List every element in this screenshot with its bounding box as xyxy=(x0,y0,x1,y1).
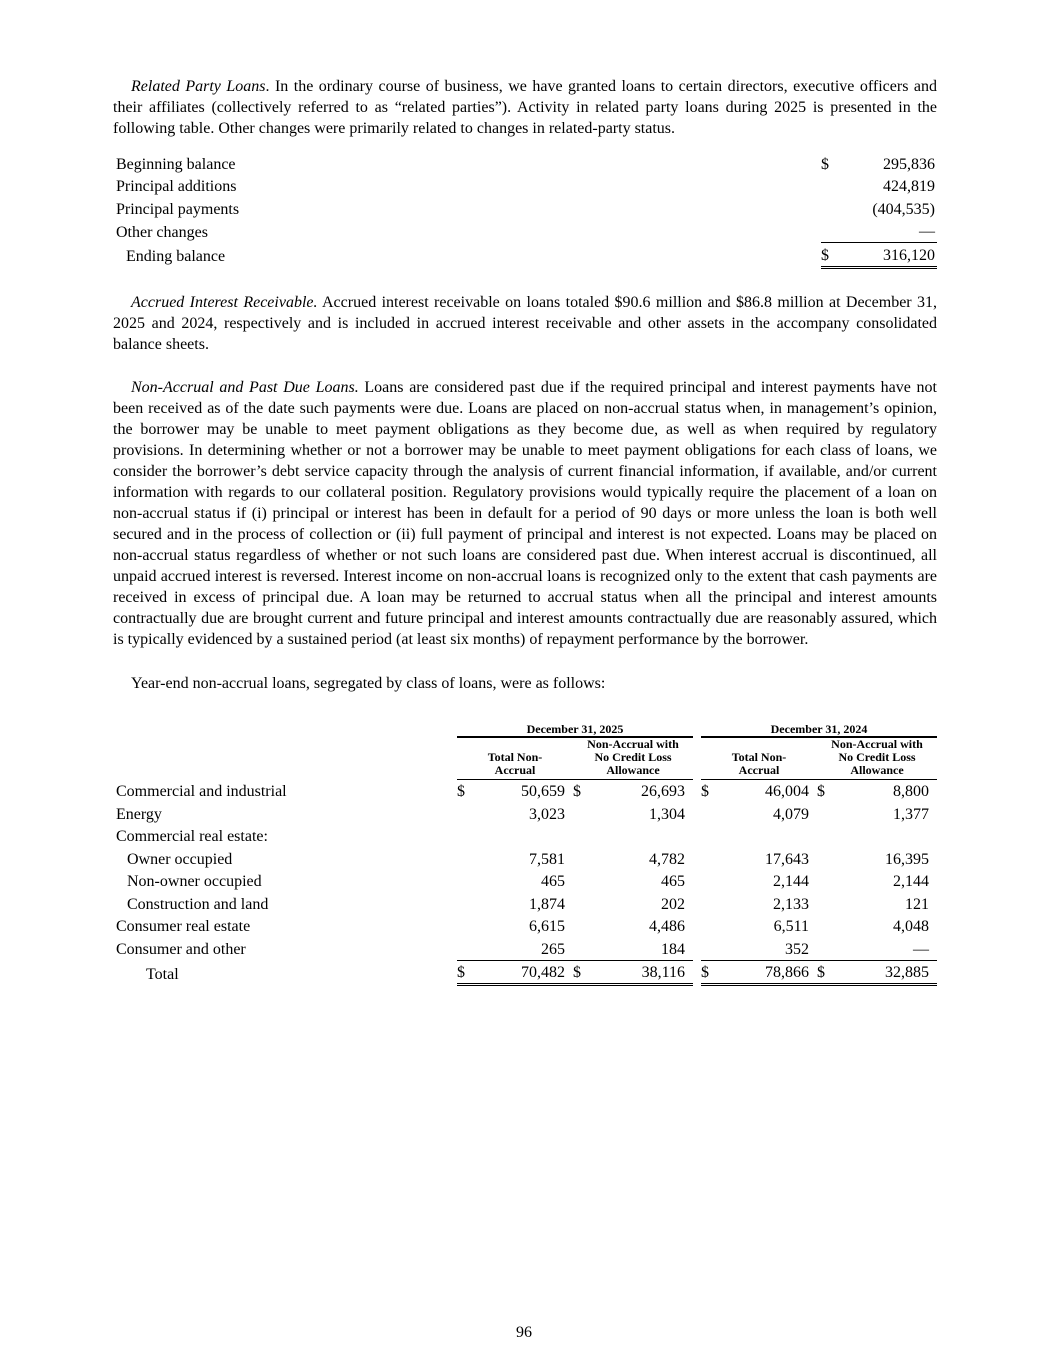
col-total-non-accrual-2025: Total Non-Accrual xyxy=(457,737,573,780)
accrued-interest-text: Accrued interest receivable on loans totaled $90.6 million and $86.8 million at December 31, 2025 and 2024, respectively and is included in accrued interest receivable and other assets in the accompany consolidated balance sheets. xyxy=(113,293,937,353)
row-label: Beginning balance xyxy=(116,155,236,173)
cell-value: 6,615 xyxy=(529,918,565,935)
row-value: — xyxy=(919,223,935,240)
table-row-total xyxy=(113,960,937,985)
cell-value: 6,511 xyxy=(773,918,809,935)
period-header-2025: December 31, 2025 xyxy=(457,718,693,737)
dollar-sign: $ xyxy=(573,960,585,985)
dollar-sign: $ xyxy=(821,155,829,173)
period-header-row xyxy=(113,718,937,737)
cell-value: 8,800 xyxy=(893,783,929,800)
cell-value: 2,144 xyxy=(773,873,809,890)
table-row xyxy=(113,847,937,870)
cell-value: 2,144 xyxy=(893,873,929,890)
related-party-heading: Related Party Loans xyxy=(131,78,266,95)
table-row xyxy=(113,937,937,960)
cell-value: 352 xyxy=(785,940,809,958)
related-party-table xyxy=(113,152,937,269)
table-row xyxy=(113,152,937,175)
dollar-sign: $ xyxy=(457,783,465,800)
dollar-sign: $ xyxy=(817,960,829,985)
row-label: Commercial real estate: xyxy=(116,828,268,845)
table-row xyxy=(113,870,937,893)
row-label: Owner occupied xyxy=(127,850,233,868)
cell-value: 16,395 xyxy=(885,850,929,868)
dollar-sign xyxy=(821,175,835,198)
cell-value: 38,116 xyxy=(585,960,693,985)
non-accrual-heading: Non-Accrual and Past Due Loans. xyxy=(131,378,359,396)
cell-value: 121 xyxy=(905,895,929,913)
cell-value: 1,874 xyxy=(529,895,565,913)
dollar-sign: $ xyxy=(457,960,469,985)
table-row xyxy=(113,892,937,915)
row-label: Other changes xyxy=(116,223,208,241)
row-value: (404,535) xyxy=(872,200,935,218)
table-row xyxy=(113,915,937,938)
dollar-sign: $ xyxy=(701,783,709,800)
cell-value: 465 xyxy=(541,873,565,890)
related-party-text: . In the ordinary course of business, we have granted loans to certain directors, executive officers and their affiliates (collectively referred to as “related parties”). Activity in related party loans during 2025 is presented in the following table. Other changes were primarily related to changes in related-party status. xyxy=(113,78,937,137)
row-label: Construction and land xyxy=(127,895,269,913)
cell-value: 1,304 xyxy=(649,805,685,823)
cell-value: 4,782 xyxy=(649,850,685,868)
cell-value: 202 xyxy=(661,895,685,913)
cell-value: 32,885 xyxy=(829,960,937,985)
cell-value: 465 xyxy=(661,873,685,890)
table-row xyxy=(113,802,937,825)
cell-value: 4,079 xyxy=(773,805,809,823)
row-label: Non-owner occupied xyxy=(127,873,262,890)
year-end-intro: Year-end non-accrual loans, segregated by class of loans, were as follows: xyxy=(131,674,606,692)
row-label: Energy xyxy=(116,805,162,823)
row-label: Ending balance xyxy=(126,248,226,265)
cell-value: 4,048 xyxy=(893,918,929,935)
cell-value: 265 xyxy=(541,940,565,958)
cell-value: 1,377 xyxy=(893,805,929,823)
table-row xyxy=(113,220,937,243)
table-row xyxy=(113,197,937,220)
cell-value: — xyxy=(913,940,929,958)
table-row xyxy=(113,779,937,802)
dollar-sign: $ xyxy=(701,960,713,985)
table-row-group-header xyxy=(113,825,937,848)
row-label: Commercial and industrial xyxy=(116,783,287,800)
row-label: Consumer and other xyxy=(116,941,246,958)
cell-value: 46,004 xyxy=(765,783,809,800)
related-party-paragraph xyxy=(113,76,937,139)
dollar-sign: $ xyxy=(821,243,835,268)
dollar-sign: $ xyxy=(817,783,825,800)
row-value: 316,120 xyxy=(835,243,937,268)
row-label: Principal additions xyxy=(116,178,237,195)
col-no-credit-allowance-2024: Non-Accrual with No Credit Loss Allowance xyxy=(817,737,937,780)
cell-value: 7,581 xyxy=(529,850,565,868)
cell-value: 4,486 xyxy=(649,918,685,935)
cell-value: 50,659 xyxy=(521,783,565,800)
dollar-sign: $ xyxy=(573,783,581,800)
cell-value: 70,482 xyxy=(469,960,573,985)
non-accrual-table xyxy=(113,718,937,987)
accrued-interest-paragraph xyxy=(113,292,937,355)
cell-value: 2,133 xyxy=(773,895,809,913)
cell-value: 17,643 xyxy=(765,850,809,868)
cell-value: 3,023 xyxy=(529,805,565,823)
row-label: Total xyxy=(146,965,179,983)
page-number: 96 xyxy=(516,1324,532,1341)
non-accrual-paragraph xyxy=(113,377,937,650)
non-accrual-text: Loans are considered past due if the required principal and interest payments have not been received as of the date such payments were due. Loans are placed on non-accrual status when, in management’s opinion, the borrower may be unable to meet payment obligations as they become due, as well as when required by regulatory provisions. In determining whether or not a borrower may be unable to meet payment obligations for each class of loans, we consider the borrower’s debt service capacity through the analysis of current financial information, if available, and/or current information with regards to our collateral position. Regulatory provisions would typically require the placement of a loan on non-accrual status if (i) principal or interest has been in default for a period of 90 days or more unless the loan is both well secured and in the process of collection or (ii) full payment of principal and interest is not expected. Loans may be placed on non-accrual status regardless of whether or not such loans are considered past due. When interest accrual is discontinued, all unpaid accrued interest is reversed. Interest income on non-accrual loans is recognized only to the extent that cash payments are received in excess of principal due. A loan may be returned to accrual status when all the principal and interest amounts contractually due are brought current and future principal and interest amounts contractually due are reasonably assured, which is typically evidenced by a sustained period (at least six months) of repayment performance by the borrower. xyxy=(113,378,937,648)
row-label: Consumer real estate xyxy=(116,918,251,935)
cell-value: 184 xyxy=(661,940,685,958)
table-row xyxy=(113,175,937,198)
accrued-interest-heading: Accrued Interest Receivable. xyxy=(131,293,318,311)
document-page xyxy=(113,76,937,986)
row-value: 295,836 xyxy=(883,155,935,173)
column-header-row xyxy=(113,737,937,780)
table-row-total xyxy=(113,243,937,268)
row-value: 424,819 xyxy=(883,178,935,195)
period-header-2024: December 31, 2024 xyxy=(701,718,937,737)
col-total-non-accrual-2024: Total Non-Accrual xyxy=(701,737,817,780)
col-no-credit-allowance-2025: Non-Accrual with No Credit Loss Allowance xyxy=(573,737,693,780)
cell-value: 26,693 xyxy=(641,783,685,800)
dollar-sign xyxy=(821,220,835,243)
cell-value: 78,866 xyxy=(713,960,817,985)
dollar-sign xyxy=(821,197,835,220)
row-label: Principal payments xyxy=(116,200,240,218)
